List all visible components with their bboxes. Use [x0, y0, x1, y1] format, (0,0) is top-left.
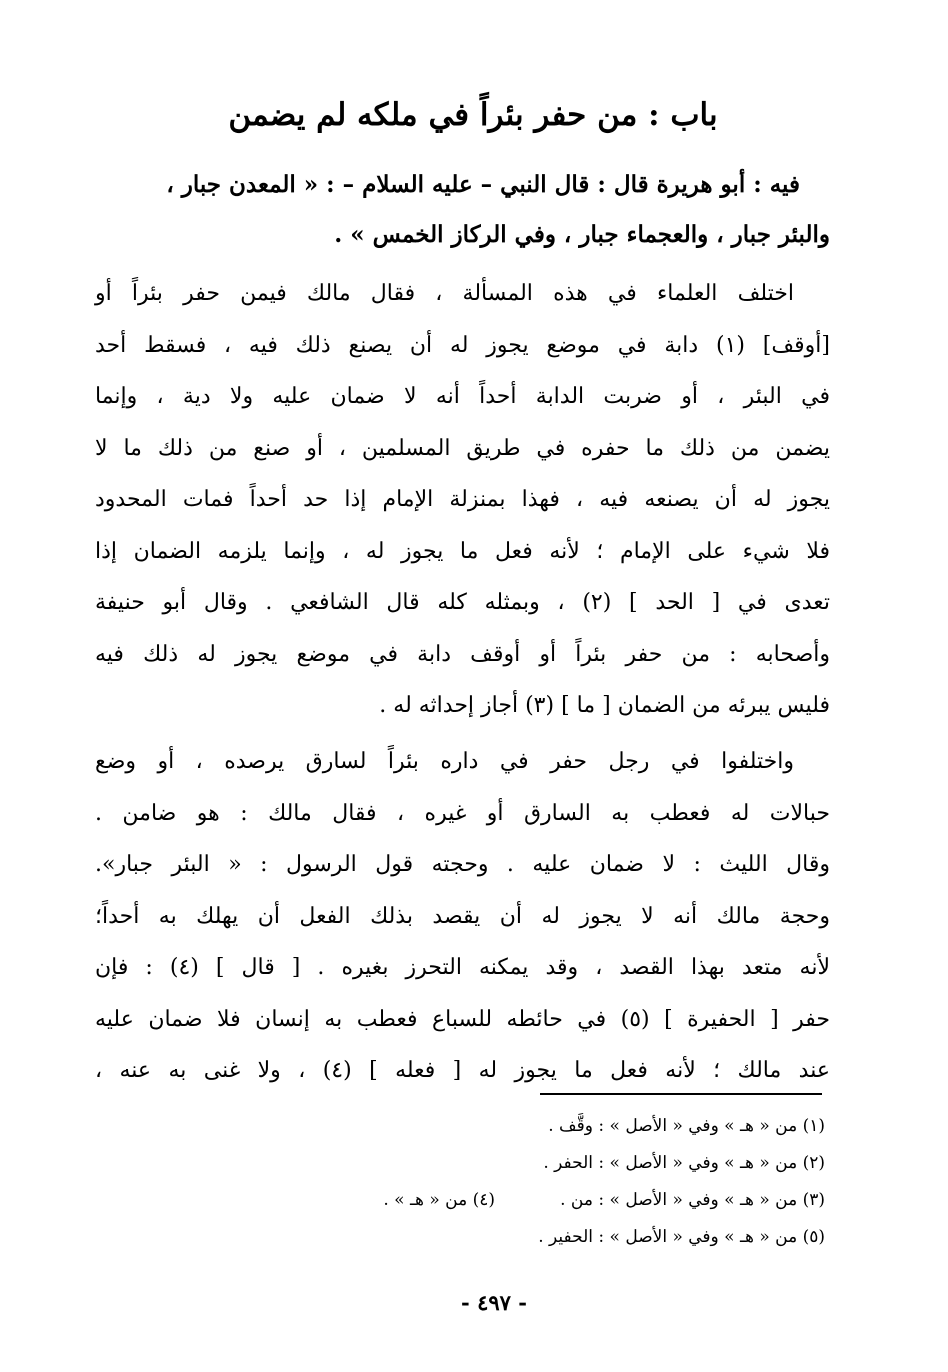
- text-line: [أوقف] (١) دابة في موضع يجوز له أن يصنع ذلك فيه ، فسقط أحد: [95, 332, 830, 358]
- footnotes: [260, 1108, 825, 1256]
- text-line: لأنه متعد بهذا القصد ، وقد يمكنه التحرز بغيره . [ قال ] (٤) : فإن: [95, 955, 831, 980]
- hadith-line: فيه : أبو هريرة قال : قال النبي – عليه السلام – : « المعدن جبار ،: [166, 171, 800, 198]
- text-line: يضمن من ذلك ما حفره في طريق المسلمين ، أو صنع من ذلك ما لا: [95, 435, 830, 461]
- footnote-row: [260, 1108, 825, 1145]
- text-line: وحجة مالك أنه لا يجوز له أن يقصد بذلك الفعل أن يهلك به أحداً؛: [95, 903, 830, 929]
- paragraph-1: [95, 268, 830, 732]
- text-line: وقال الليث : لا ضمان عليه . وحجته قول الرسول : « البئر جبار».: [95, 852, 830, 877]
- text-line: يجوز له أن يصنعه فيه ، فهذا بمنزلة الإمام إذا حد أحداً فمات المحدود: [95, 487, 830, 512]
- text-line: حفر [ الحفيرة ] (٥) في حائطه للسباع فعطب به إنسان فلا ضمان عليه: [95, 1006, 831, 1032]
- footnote-4: (٤) من « هـ » .: [383, 1190, 495, 1210]
- footnote-5: (٥) من « هـ » وفي « الأصل » : الحفير .: [538, 1227, 825, 1247]
- hadith-text: [95, 160, 830, 260]
- footnote-row: [260, 1219, 825, 1256]
- footnote-separator: [540, 1093, 822, 1095]
- footnote-row: [260, 1145, 825, 1182]
- page-number: - ٤٩٧ -: [461, 1290, 527, 1315]
- text-line: في البئر ، أو ضربت الدابة أحداً أنه لا ضمان عليه ولا دية ، وإنما: [95, 384, 830, 409]
- footnote-2: (٢) من « هـ » وفي « الأصل » : الحفر .: [543, 1153, 825, 1173]
- footnote-row: [260, 1182, 825, 1219]
- footnote-1: (١) من « هـ » وفي « الأصل » : وقَّف .: [548, 1116, 825, 1136]
- paragraph-2: [95, 736, 830, 1097]
- text-line: تعدى في [ الحد ] (٢) ، وبمثله كله قال الشافعي . وقال أبو حنيفة: [95, 590, 830, 615]
- text-line: فليس يبرئه من الضمان [ ما ] (٣) أجاز إحداثه له .: [379, 693, 830, 718]
- footnote-3: (٣) من « هـ » وفي « الأصل » : من .: [560, 1190, 825, 1210]
- chapter-title: باب : من حفر بئراً في ملكه لم يضمن: [228, 97, 718, 133]
- text-line: حبالات له فعطب به السارق أو غيره ، فقال مالك : هو ضامن .: [95, 800, 830, 826]
- text-line: وأصحابه : من حفر بئراً أو أوقف دابة في موضع يجوز له ذلك فيه: [95, 641, 830, 667]
- text-line: اختلف العلماء في هذه المسألة ، فقال مالك فيمن حفر بئراً أو: [95, 281, 794, 306]
- text-line: فلا شيء على الإمام ؛ لأنه فعل ما يجوز له ، وإنما يلزمه الضمان إذا: [95, 538, 830, 564]
- text-line: عند مالك ؛ لأنه فعل ما يجوز له [ فعله ] (٤) ، ولا غنى به عنه ،: [95, 1058, 830, 1083]
- text-line: واختلفوا في رجل حفر في داره بئراً لسارق يرصده ، أو وضع: [95, 749, 794, 774]
- hadith-line: والبئر جبار ، والعجماء جبار ، وفي الركاز الخمس » .: [334, 221, 830, 248]
